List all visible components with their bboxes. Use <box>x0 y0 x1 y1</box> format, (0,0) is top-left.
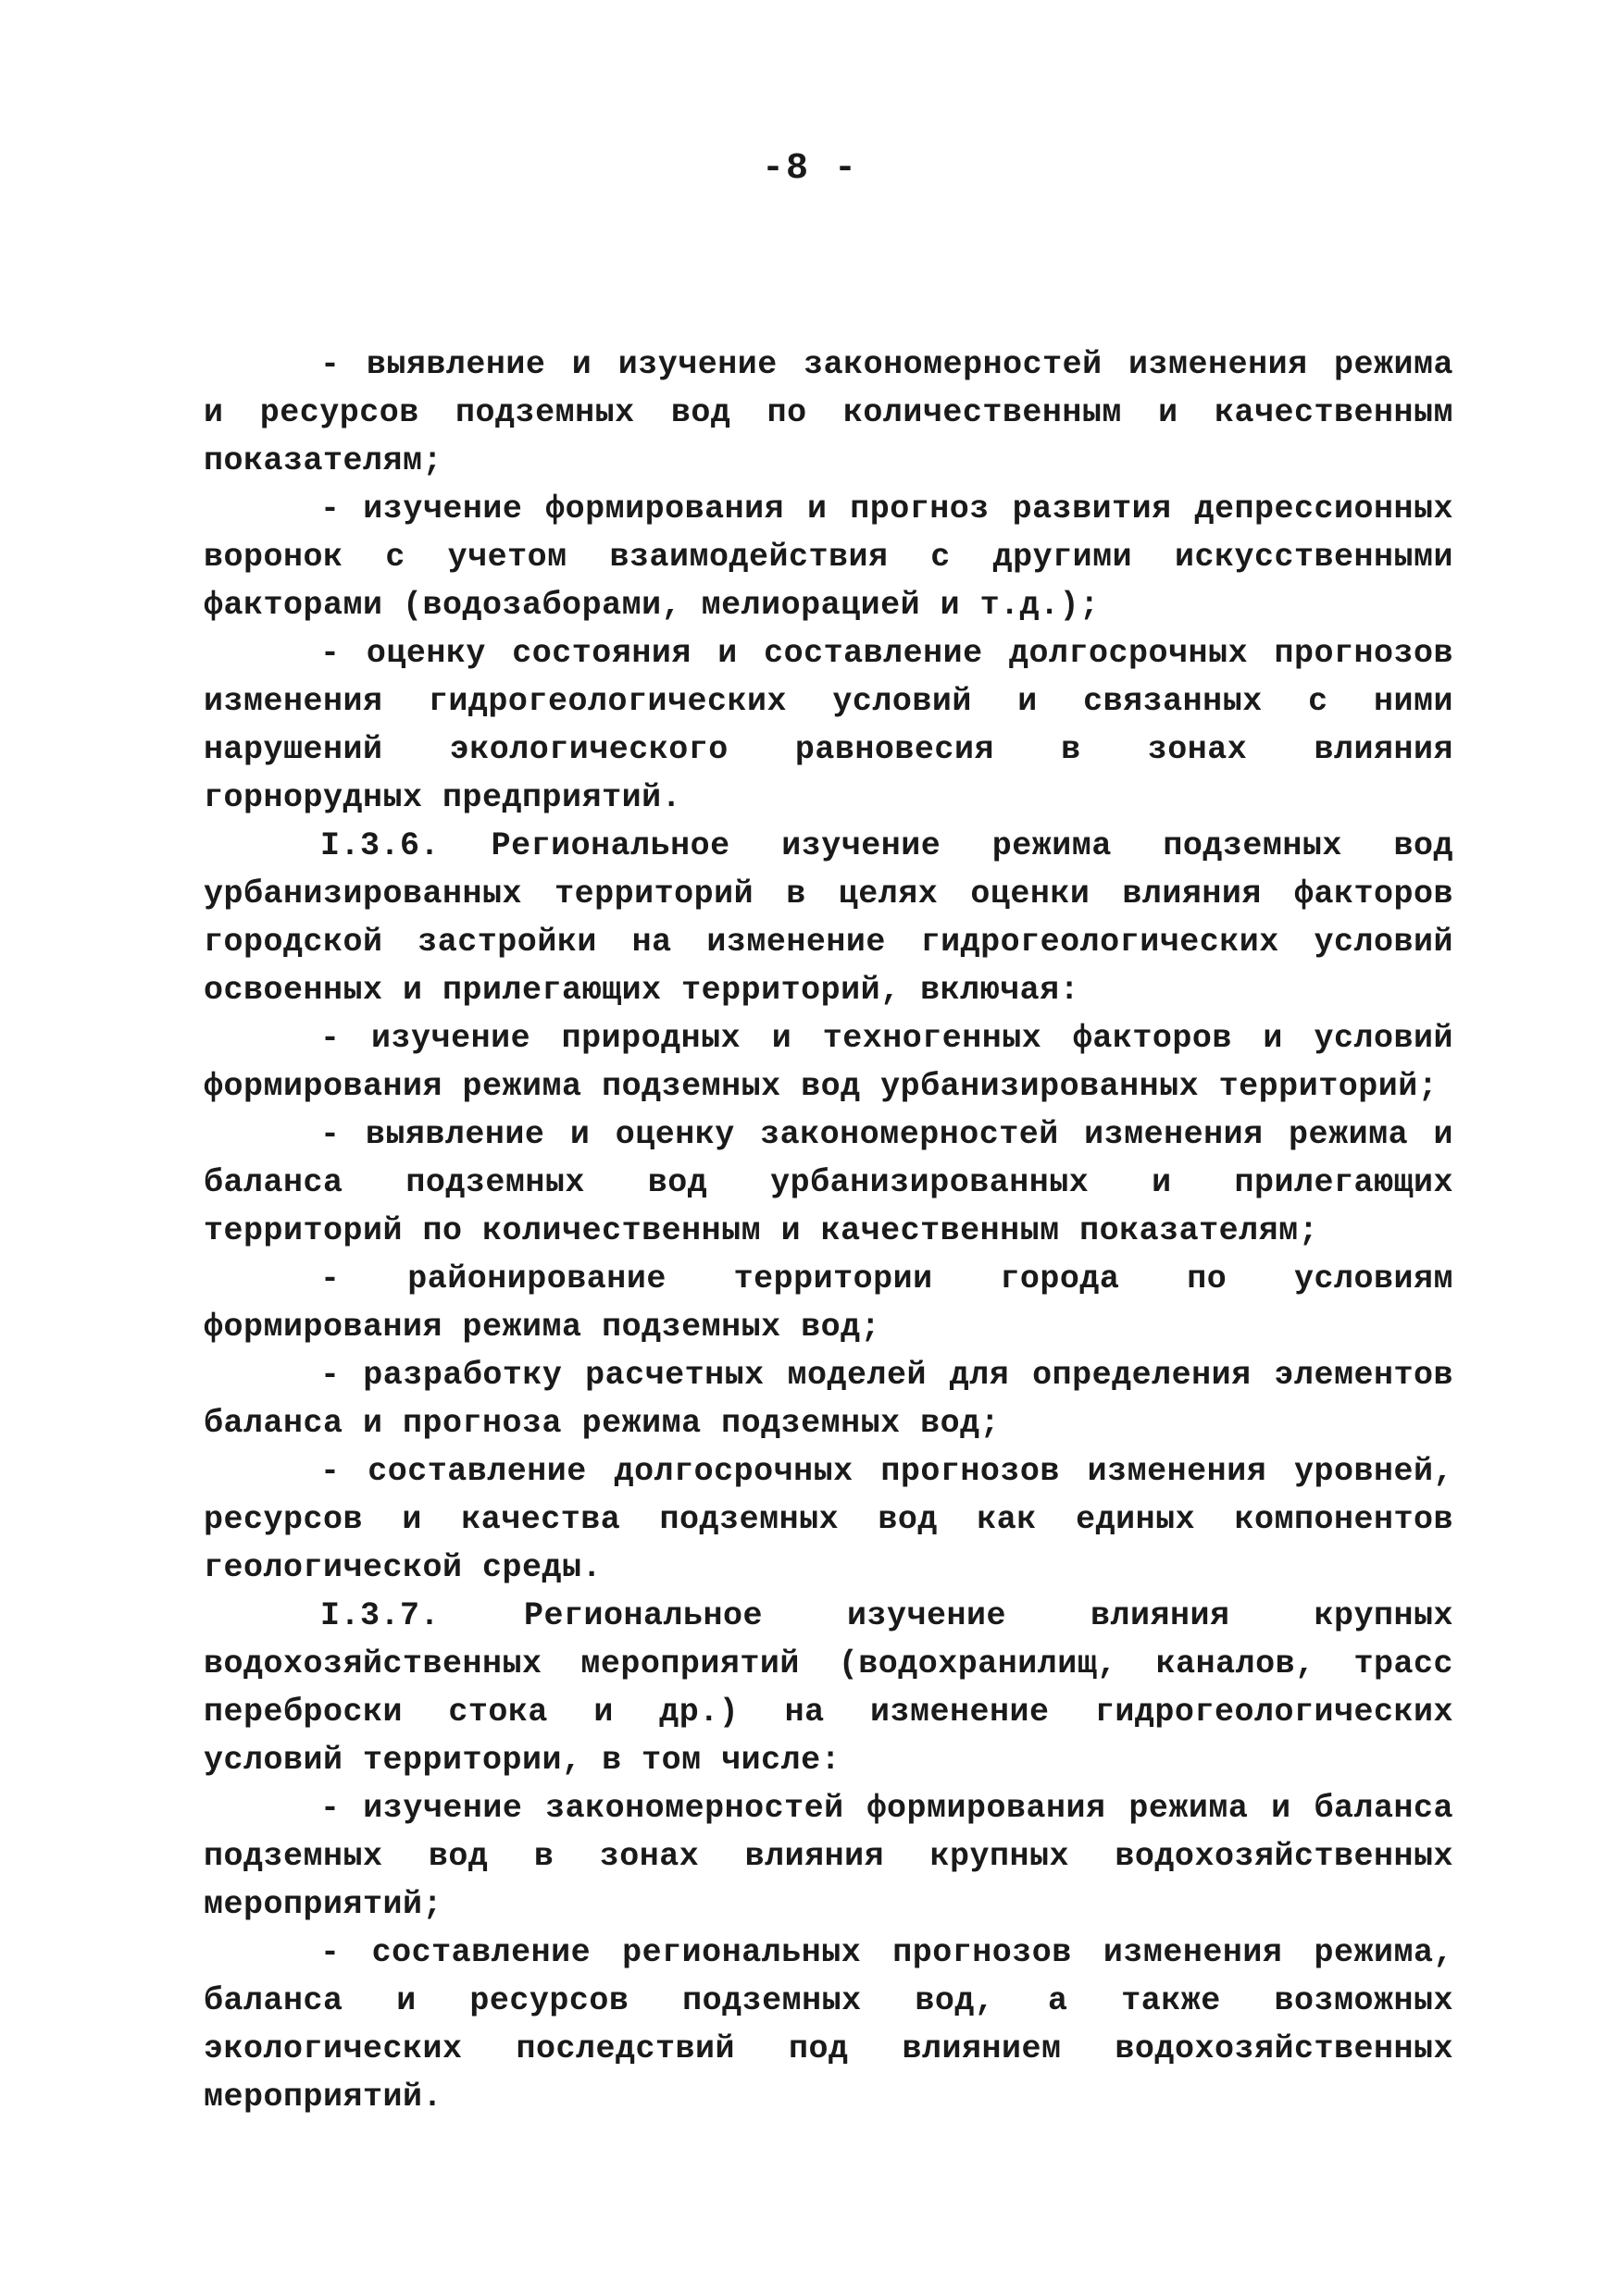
paragraph-2: - изучение формирования и прогноз развития депрессионных воронок с учетом взаимодействия с другими искусственными факторами (водозаборами, мелиорацией и т.д.); <box>204 490 1453 624</box>
paragraph-5: - изучение природных и техногенных факторов и условий формирования режима подземных вод урбанизированных территорий; <box>204 1020 1453 1105</box>
paragraph-4: I.3.6. Региональное изучение режима подземных вод урбанизированных территорий в целях оценки влияния факторов городской застройки на изменение гидрогеологических условий освоенных и прилегающих территорий, включая: <box>204 827 1453 1009</box>
paragraph-8: - разработку расчетных моделей для определения элементов баланса и прогноза режима подземных вод; <box>204 1357 1453 1442</box>
paragraph-11: - изучение закономерностей формирования режима и баланса подземных вод в зонах влияния крупных водохозяйственных мероприятий; <box>204 1790 1453 1923</box>
document-body <box>204 341 1453 2121</box>
paragraph-7: - районирование территории города по условиям формирования режима подземных вод; <box>204 1260 1453 1346</box>
paragraph-3: - оценку состояния и составление долгосрочных прогнозов изменения гидрогеологических условий и связанных с ними нарушений экологического равновесия в зонах влияния горнорудных предприятий. <box>204 635 1453 816</box>
paragraph-1: - выявление и изучение закономерностей изменения режима и ресурсов подземных вод по количественным и качественным показателям; <box>204 346 1453 479</box>
paragraph-10: I.3.7. Региональное изучение влияния крупных водохозяйственных мероприятий (водохранилищ, каналов, трасс переброски стока и др.) на изменение гидрогеологических условий территории, в том числе: <box>204 1597 1453 1779</box>
paragraph-12: - составление региональных прогнозов изменения режима, баланса и ресурсов подземных вод, а также возможных экологических последствий под влиянием водохозяйственных мероприятий. <box>204 1934 1453 2116</box>
paragraph-9: - составление долгосрочных прогнозов изменения уровней, ресурсов и качества подземных вод как единых компонентов геологической среды. <box>204 1453 1453 1586</box>
paragraph-6: - выявление и оценку закономерностей изменения режима и баланса подземных вод урбанизированных и прилегающих территорий по количественным и качественным показателям; <box>204 1116 1453 1249</box>
page-number: -8 - <box>761 148 858 190</box>
